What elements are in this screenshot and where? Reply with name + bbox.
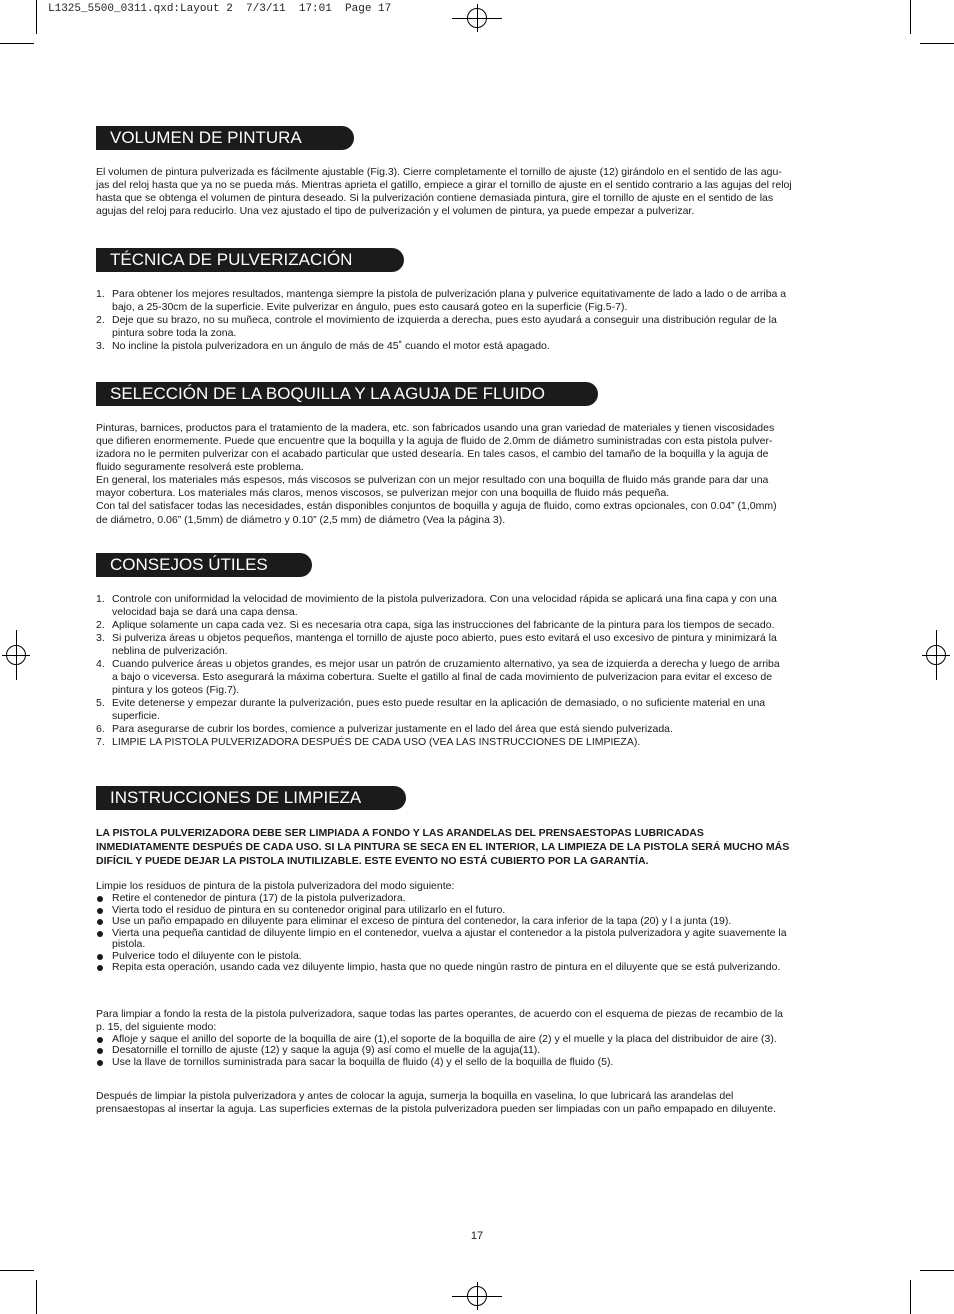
crop-mark bbox=[910, 1280, 911, 1314]
list-number: 1. bbox=[96, 593, 105, 605]
bullet-list bbox=[96, 893, 858, 974]
text-line: Después de limpiar la pistola pulverizadora y antes de colocar la aguja, sumerja la boquilla en vaselina, lo que lubricará las arandelas del bbox=[96, 1090, 734, 1102]
text-line: Use un paño empapado en diluyente para eliminar el exceso de pintura del contenedor, la cara inferior de la tapa (20) y l a junta (19). bbox=[112, 915, 732, 927]
text-line: Controle con uniformidad la velocidad de movimiento de la pistola pulverizadora. Con una velocidad rápida se aplicará una fina capa y con una bbox=[112, 593, 777, 605]
registration-mark bbox=[452, 4, 502, 32]
text-line: mayor cobertura. Los materiales más claros, menos viscosos, se pulverizan mejor con una boquilla de fluido más pequeña. bbox=[96, 487, 670, 499]
bullet-icon bbox=[97, 1048, 103, 1054]
text-line: No incline la pistola pulverizadora en un ángulo de más de 45˚ cuando el motor está apagado. bbox=[112, 340, 550, 352]
page-number: 17 bbox=[470, 1230, 484, 1242]
section-seleccion bbox=[96, 382, 858, 527]
text-line: Desatornille el tornillo de ajuste (12) y saque la aguja (9) así como el muelle de la aguja(11). bbox=[112, 1044, 541, 1056]
text-line: pintura sobre toda la zona. bbox=[112, 327, 237, 339]
section-heading: CONSEJOS ÚTILES bbox=[96, 553, 312, 577]
list-item bbox=[96, 619, 858, 632]
section-heading: TÉCNICA DE PULVERIZACIÓN bbox=[96, 248, 404, 272]
list-number: 2. bbox=[96, 314, 105, 326]
list-number: 2. bbox=[96, 619, 105, 631]
intro-text: Limpie los residuos de pintura de la pistola pulverizadora del modo siguiente: bbox=[96, 880, 455, 892]
text-line: de diámetro, 0.06” (1,5mm) de diámetro y 0.10” (2,5 mm) de diámetro (Vea la página 3). bbox=[96, 514, 506, 526]
crop-mark bbox=[0, 1270, 34, 1271]
text-line: jas del reloj hasta que ya no se pueda más. Mientras aprieta el gatillo, empiece a girar el tornillo de ajuste en el sentido contrario a las agujas del reloj bbox=[96, 179, 792, 191]
text-line: DIFÍCIL Y PUEDE DEJAR LA PISTOLA INUTILIZABLE. ESTE EVENTO NO ESTÁ CUBIERTO POR LA GARANTÍA. bbox=[96, 855, 649, 867]
crop-mark bbox=[0, 43, 34, 44]
text-line: LA PISTOLA PULVERIZADORA DEBE SER LIMPIADA A FONDO Y LAS ARANDELAS DEL PRENSAESTOPAS LUBRICADAS bbox=[96, 827, 704, 839]
bullet-icon bbox=[97, 965, 103, 971]
list-number: 5. bbox=[96, 697, 105, 709]
list-number: 4. bbox=[96, 658, 105, 670]
numbered-list bbox=[96, 288, 858, 353]
text-line: Pulverice todo el diluyente con le pistola. bbox=[112, 949, 302, 962]
list-number: 3. bbox=[96, 340, 105, 352]
text-line: superficie. bbox=[112, 710, 160, 722]
bullet-icon bbox=[97, 954, 103, 960]
crop-mark bbox=[36, 1280, 37, 1314]
text-line: Vierta todo el residuo de pintura en su contenedor original para utilizarlo en el futuro. bbox=[112, 903, 506, 916]
text-line: INMEDIATAMENTE DESPUÉS DE CADA USO. SI LA PINTURA SE SECA EN EL INTERIOR, LA LIMPIEZA DE LA PISTOLA SERÁ MUCHO MÁS bbox=[96, 841, 790, 853]
list-item bbox=[96, 632, 858, 658]
list-item bbox=[96, 916, 858, 928]
text-line: Aplique solamente un capa cada vez. Si es necesaria otra capa, siga las instrucciones del fabricante de la pintura para los tiempos de secado. bbox=[112, 619, 775, 631]
list-item bbox=[96, 723, 858, 736]
list-number: 6. bbox=[96, 723, 105, 735]
paragraph bbox=[96, 1090, 858, 1116]
text-line: Cuando pulverice áreas u objetos grandes, es mejor usar un patrón de cruzamiento alternativo, ya sea de izquierda a derecha y luego de arriba bbox=[112, 658, 780, 670]
list-item bbox=[96, 1057, 858, 1069]
list-item bbox=[96, 314, 858, 340]
text-line: Para asegurarse de cubrir los bordes, comience a pulverizar justamente en el lado del área que está siendo pulverizada. bbox=[112, 723, 673, 735]
list-item bbox=[96, 340, 858, 353]
text-line: bajo, a 25-30cm de la superficie. Evite pulverizar en ángulo, pues esto causará goteo en la superficie (Fig.5-7). bbox=[112, 301, 628, 313]
text-line: Con tal del satisfacer todas las necesidades, están disponibles conjuntos de boquilla y aguja de fluido, como extras opcionales, con 0.04” (1,0mm) bbox=[96, 500, 777, 512]
section-body bbox=[96, 422, 858, 527]
list-item bbox=[96, 928, 858, 951]
text-line: Repita esta operación, usando cada vez diluyente limpio, hasta que no quede ningún rastro de pintura en el diluyente que se está pulverizando. bbox=[112, 961, 781, 973]
text-line: Deje que su brazo, no su muñeca, controle el movimiento de izquierda a derecha, pues esto ayudará a conseguir una distribución regular de la bbox=[112, 314, 777, 326]
text-line: Si pulveriza áreas u objetos pequeños, mantenga el tornillo de ajuste poco abierto, pues esto evitará el uso excesivo de pintura y minimizará la bbox=[112, 632, 777, 644]
list-item bbox=[96, 962, 858, 974]
section-limpieza bbox=[96, 786, 858, 1116]
registration-mark bbox=[452, 1282, 502, 1310]
text-line: que difieren enormemente. Puede que encuentre que la boquilla y la aguja de fluido de 2.0mm de diámetro suministradas con esta pistola pulver- bbox=[96, 435, 773, 447]
text-line: fluido seguramente resolverá este problema. bbox=[96, 461, 304, 473]
list-number: 1. bbox=[96, 288, 105, 300]
print-slug: L1325_5500_0311.qxd:Layout 2 7/3/11 17:01 Page 17 bbox=[48, 3, 392, 15]
bullet-list bbox=[96, 1034, 858, 1069]
registration-mark bbox=[2, 630, 30, 680]
list-item bbox=[96, 593, 858, 619]
text-line: agujas del reloj para reducirlo. Una vez ajustado el tipo de pulverización y el volumen de pintura, ya puede empezar a pulverizar. bbox=[96, 205, 695, 217]
text-line: hasta que se obtenga el volumen de pintura deseado. Si la pulverización contiene demasiada pintura, gire el tornillo de ajuste en el sentido de las bbox=[96, 192, 774, 204]
text-line: p. 15, del siguiente modo: bbox=[96, 1020, 217, 1033]
text-line: Vierta una pequeña cantidad de diluyente limpio en el contenedor, vuelva a ajustar el contenedor a la pistola pulverizadora y agite suavemente la bbox=[112, 926, 787, 939]
text-line: izadora no le permiten pulverizar con el acabado particular que usted desearía. En tales casos, el cambio del tamaño de la boquilla y la aguja de bbox=[96, 448, 769, 460]
text-line: LIMPIE LA PISTOLA PULVERIZADORA DESPUÉS DE CADA USO (VEA LAS INSTRUCCIONES DE LIMPIEZA). bbox=[112, 736, 641, 748]
list-item bbox=[96, 288, 858, 314]
text-line: El volumen de pintura pulverizada es fácilmente ajustable (Fig.3). Cierre completamente el tornillo de ajuste (12) girándolo en el sentido de las agu- bbox=[96, 166, 782, 178]
numbered-list bbox=[96, 593, 858, 749]
text-line: prensaestopas al insertar la aguja. Las superficies externas de la pistola pulverizadora pueden ser limpiadas con un paño empapado en diluyente. bbox=[96, 1103, 777, 1115]
text-line: Use la llave de tornillos suministrada para sacar la boquilla de fluido (4) y el sello de la boquilla de fluido (5). bbox=[112, 1055, 614, 1068]
bullet-icon bbox=[97, 908, 103, 914]
text-line: a bajo o viceversa. Esto asegurará la máxima cobertura. Suelte el gatillo al final de cada movimiento de pulverizacion para evitar el exceso de bbox=[112, 671, 773, 683]
bullet-icon bbox=[97, 919, 103, 925]
section-tecnica bbox=[96, 248, 858, 353]
bullet-icon bbox=[97, 1060, 103, 1066]
crop-mark bbox=[920, 1270, 954, 1271]
list-number: 7. bbox=[96, 736, 105, 748]
paragraph bbox=[96, 1008, 858, 1034]
text-line: pistola. bbox=[112, 938, 146, 950]
crop-mark bbox=[920, 43, 954, 44]
section-heading: INSTRUCCIONES DE LIMPIEZA bbox=[96, 786, 406, 810]
section-heading: SELECCIÓN DE LA BOQUILLA Y LA AGUJA DE FLUIDO bbox=[96, 382, 598, 406]
section-heading: VOLUMEN DE PINTURA bbox=[96, 126, 354, 150]
section-body bbox=[96, 166, 858, 218]
list-item bbox=[96, 736, 858, 749]
text-line: Evite detenerse y empezar durante la pulverización, pues esto puede resultar en la aplicación de demasiado, o no suficiente material en una bbox=[112, 697, 766, 709]
text-line: Afloje y saque el anillo del soporte de la boquilla de aire (1),el soporte de la boquilla de aire (2) y el muelle y la placa del distribuidor de aire (3). bbox=[112, 1032, 777, 1045]
list-item bbox=[96, 658, 858, 697]
list-number: 3. bbox=[96, 632, 105, 644]
crop-mark bbox=[910, 0, 911, 34]
bullet-icon bbox=[97, 931, 103, 937]
warning-text bbox=[96, 826, 858, 868]
section-volumen bbox=[96, 126, 858, 218]
text-line: Pinturas, barnices, productos para el tratamiento de la madera, etc. son fabricados usando una gran variedad de materiales y tienen viscosidades bbox=[96, 422, 775, 434]
text-line: En general, los materiales más espesos, más viscosos se pulverizan con un mejor resultado con una boquilla de fluido más grande para dar una bbox=[96, 474, 769, 486]
text-line: Retire el contenedor de pintura (17) de la pistola pulverizadora. bbox=[112, 892, 406, 904]
registration-mark bbox=[922, 630, 950, 680]
bullet-icon bbox=[97, 1037, 103, 1043]
list-item bbox=[96, 697, 858, 723]
text-line: pintura y los goteos (Fig.7). bbox=[112, 684, 240, 696]
text-line: velocidad baja se dará una capa densa. bbox=[112, 606, 298, 618]
text-line: Para limpiar a fondo la resta de la pistola pulverizadora, saque todas las partes operantes, de acuerdo con el esquema de piezas de recambio de la bbox=[96, 1007, 784, 1020]
text-line: Para obtener los mejores resultados, mantenga siempre la pistola de pulverización plana y pulverice equitativamente de lado a lado o de arriba a bbox=[112, 288, 787, 300]
section-consejos bbox=[96, 553, 858, 749]
crop-mark bbox=[36, 0, 37, 34]
bullet-icon bbox=[97, 896, 103, 902]
text-line: neblina de pulverización. bbox=[112, 645, 228, 657]
